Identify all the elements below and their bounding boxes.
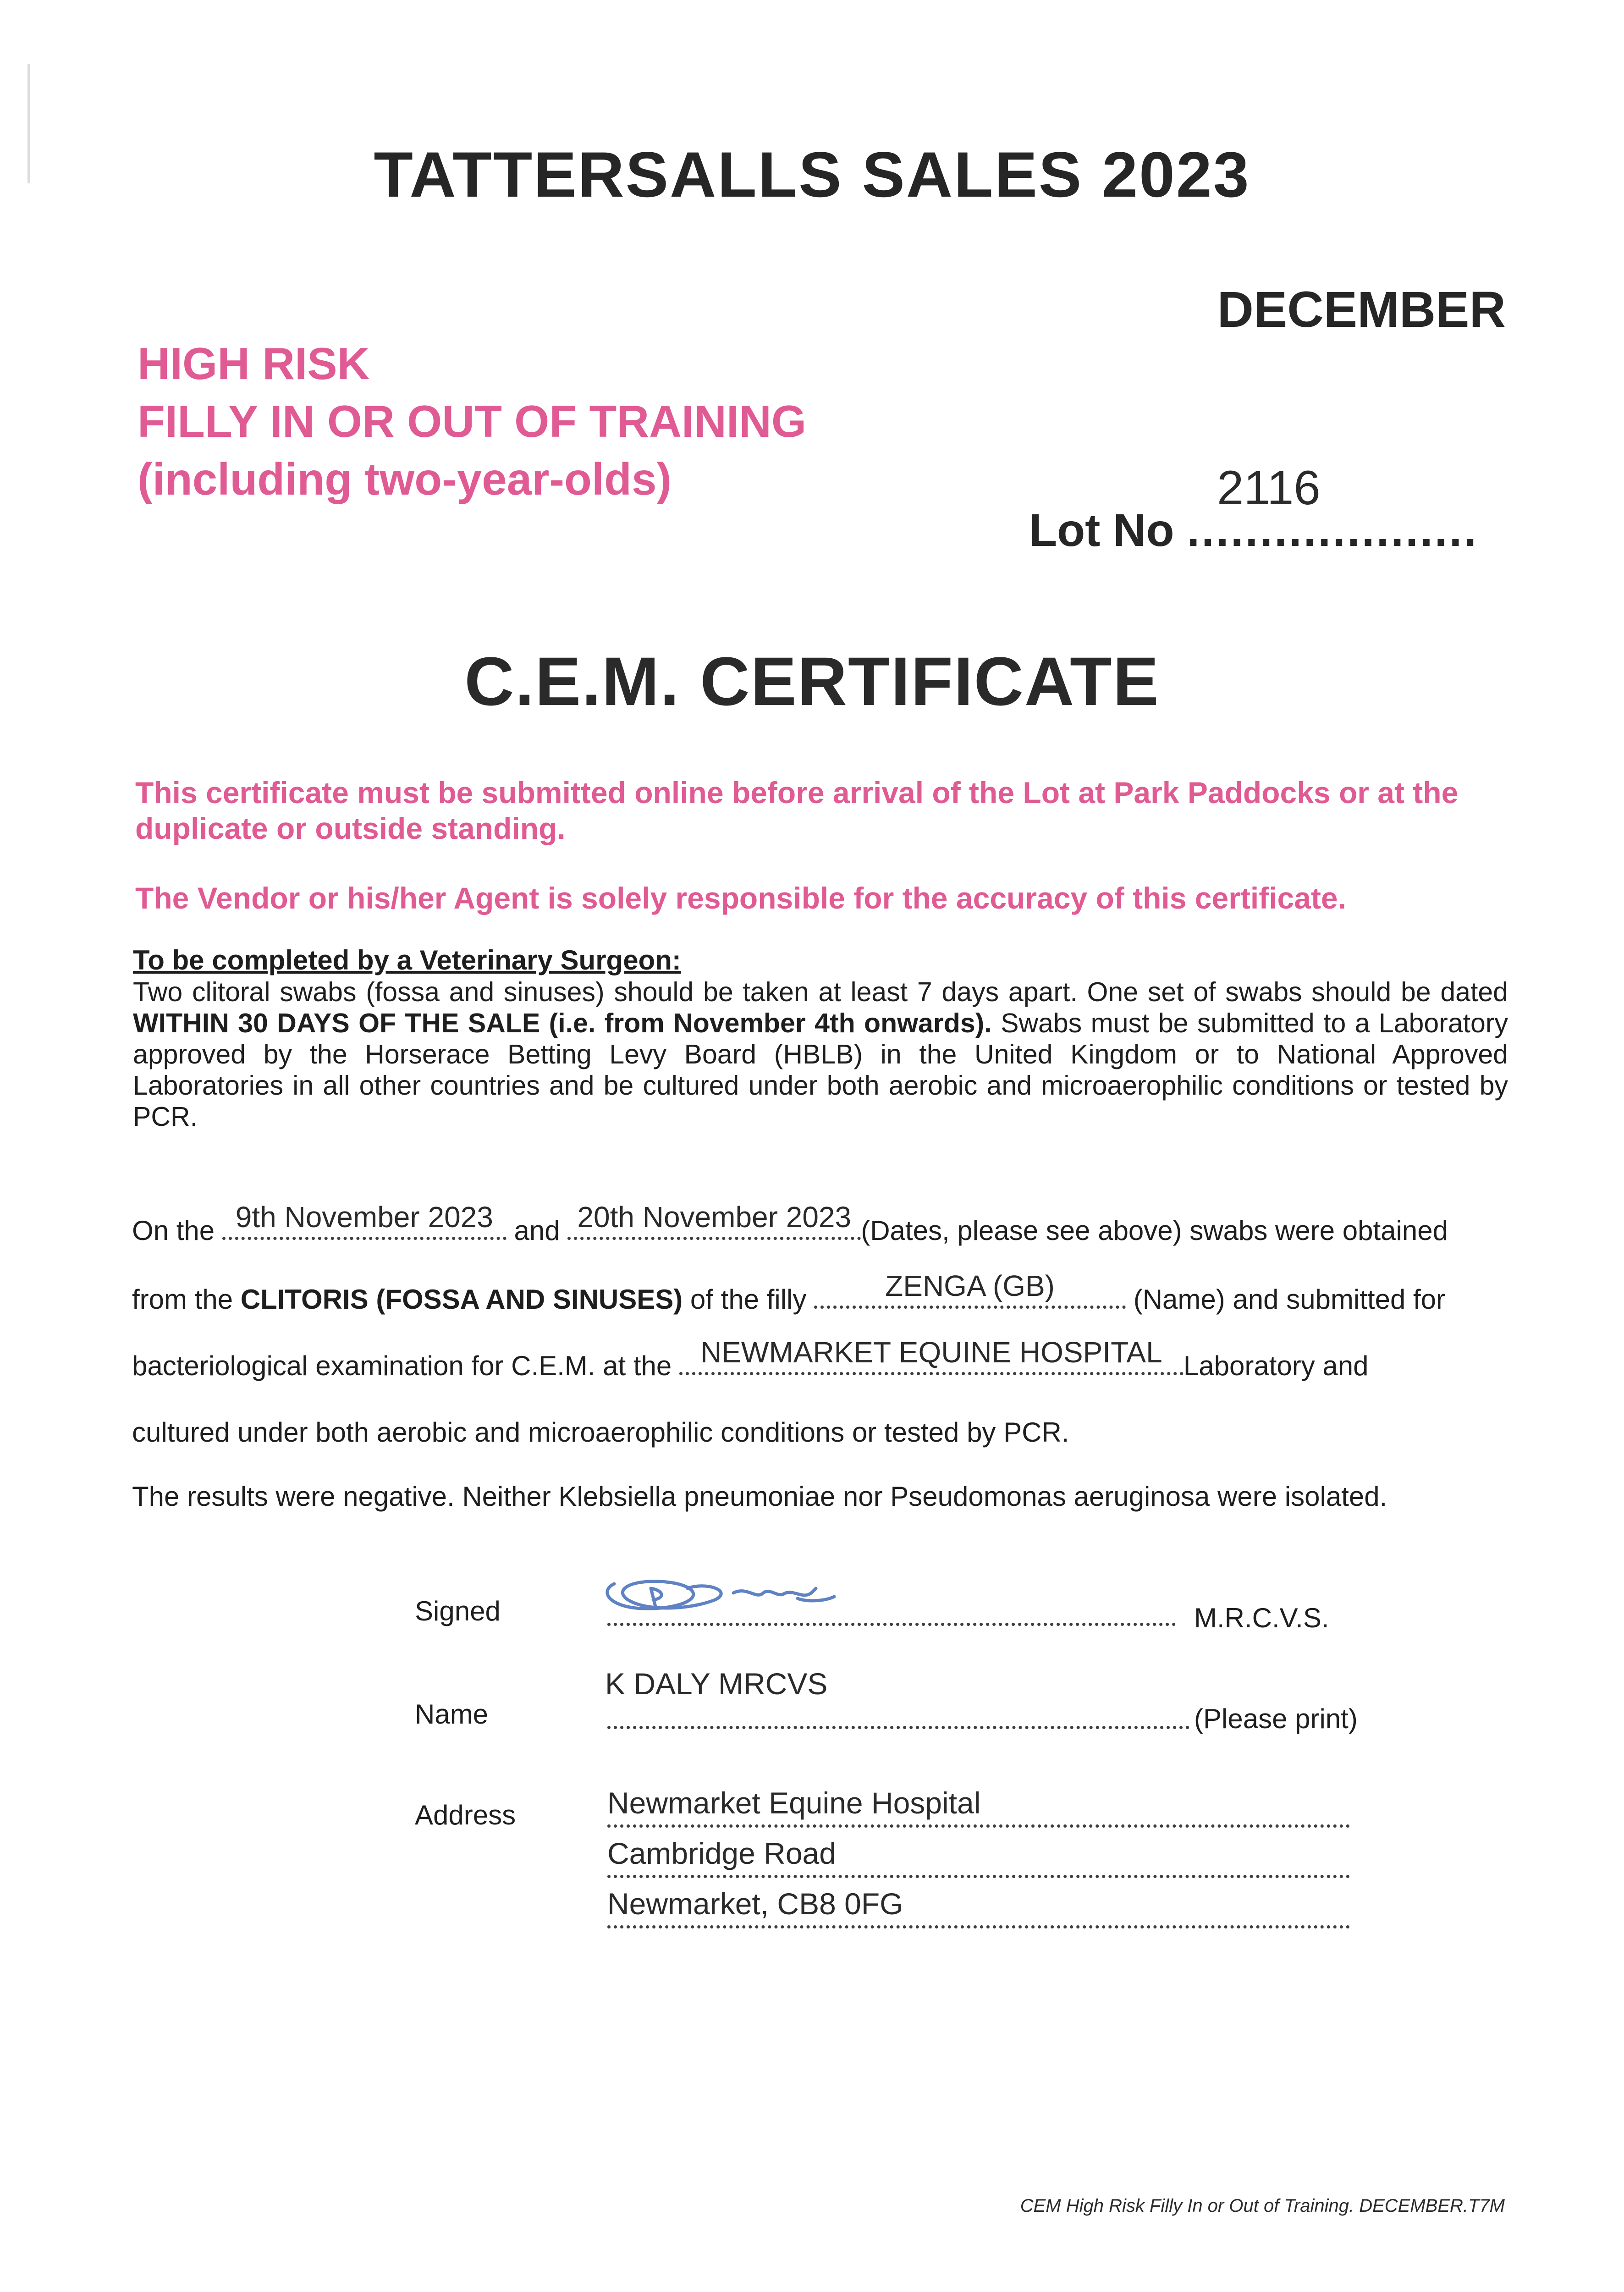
sale-month: DECEMBER xyxy=(1217,281,1506,338)
on-the-text: On the xyxy=(132,1215,222,1246)
lab-note: Laboratory and xyxy=(1183,1350,1369,1381)
name-line xyxy=(607,1726,1189,1729)
exam-text: bacteriological examination for C.E.M. at the xyxy=(132,1350,679,1381)
first-swab-date-field xyxy=(222,1201,506,1240)
from-the-text: from the xyxy=(132,1284,241,1315)
address-rule-1 xyxy=(607,1824,1350,1828)
lot-number-value: 2116 xyxy=(1217,461,1321,515)
address-rule-2 xyxy=(607,1875,1350,1878)
second-swab-date-field xyxy=(567,1201,861,1240)
risk-category xyxy=(138,335,806,508)
signed-label: Signed xyxy=(415,1596,501,1626)
filly-name: ZENGA (GB) xyxy=(885,1269,1055,1302)
instructions-text-1: Two clitoral swabs (fossa and sinuses) should be taken at least 7 days apart. One set of swabs should be dated xyxy=(133,977,1508,1007)
lot-dots: .................... xyxy=(1187,505,1479,556)
laboratory-line xyxy=(132,1336,1369,1382)
signature-image xyxy=(596,1556,889,1625)
name-note: (Name) and submitted for xyxy=(1126,1284,1446,1315)
swab-dates-line xyxy=(132,1201,1448,1246)
results-line: The results were negative. Neither Klebsiella pneumoniae nor Pseudomonas aeruginosa were isolated. xyxy=(132,1481,1387,1512)
risk-line: FILLY IN OR OUT OF TRAINING xyxy=(138,396,807,446)
lot-label: Lot No xyxy=(1029,505,1174,556)
address-line-1: Newmarket Equine Hospital xyxy=(607,1786,981,1820)
instructions-deadline: WITHIN 30 DAYS OF THE SALE (i.e. from November 4th onwards). xyxy=(133,1008,992,1038)
first-swab-date: 9th November 2023 xyxy=(235,1201,493,1234)
footer-reference: CEM High Risk Filly In or Out of Training. DECEMBER.T7M xyxy=(1020,2196,1505,2216)
mrcvs-label: M.R.C.V.S. xyxy=(1194,1603,1329,1633)
address-line-2: Cambridge Road xyxy=(607,1836,836,1870)
filly-name-field xyxy=(814,1269,1126,1309)
instructions-text-2: Swabs must be submitted to a Laboratory approved by the Horserace Betting Levy Board (HBLB) in the United Kingdom or to National Approved Laboratories in all other countries and be cultured under both aerobic and microaerophilic conditions or tested by PCR. xyxy=(133,1008,1508,1132)
laboratory-field xyxy=(679,1336,1184,1375)
lot-number-field xyxy=(1029,504,1478,557)
dates-note: (Dates, please see above) swabs were obtained xyxy=(861,1215,1448,1246)
responsibility-notice: The Vendor or his/her Agent is solely responsible for the accuracy of this certificate. xyxy=(135,881,1346,915)
culture-line: cultured under both aerobic and microaerophilic conditions or tested by PCR. xyxy=(132,1417,1069,1448)
submission-notice: This certificate must be submitted online before arrival of the Lot at Park Paddocks or at the duplicate or outside standing. xyxy=(135,776,1459,845)
print-note: (Please print) xyxy=(1194,1703,1358,1734)
vet-name: K DALY MRCVS xyxy=(605,1667,828,1701)
of-filly-text: of the filly xyxy=(683,1284,815,1315)
risk-line: (including two-year-olds) xyxy=(138,454,672,504)
risk-line: HIGH RISK xyxy=(138,338,370,389)
address-line-3: Newmarket, CB8 0FG xyxy=(607,1887,903,1921)
vet-section-heading: To be completed by a Veterinary Surgeon: xyxy=(133,945,681,975)
and-text: and xyxy=(506,1215,568,1246)
laboratory-name: NEWMARKET EQUINE HOSPITAL xyxy=(700,1336,1162,1369)
vet-instructions xyxy=(133,976,1508,1132)
swab-site: CLITORIS (FOSSA AND SINUSES) xyxy=(240,1284,683,1315)
address-rule-3 xyxy=(607,1925,1350,1928)
address-label: Address xyxy=(415,1800,516,1830)
signature-line xyxy=(607,1623,1176,1626)
page-title: TATTERSALLS SALES 2023 xyxy=(374,138,1250,210)
name-label: Name xyxy=(415,1699,489,1730)
swab-site-line xyxy=(132,1269,1446,1315)
certificate-title: C.E.M. CERTIFICATE xyxy=(464,643,1160,720)
second-swab-date: 20th November 2023 xyxy=(577,1201,852,1234)
